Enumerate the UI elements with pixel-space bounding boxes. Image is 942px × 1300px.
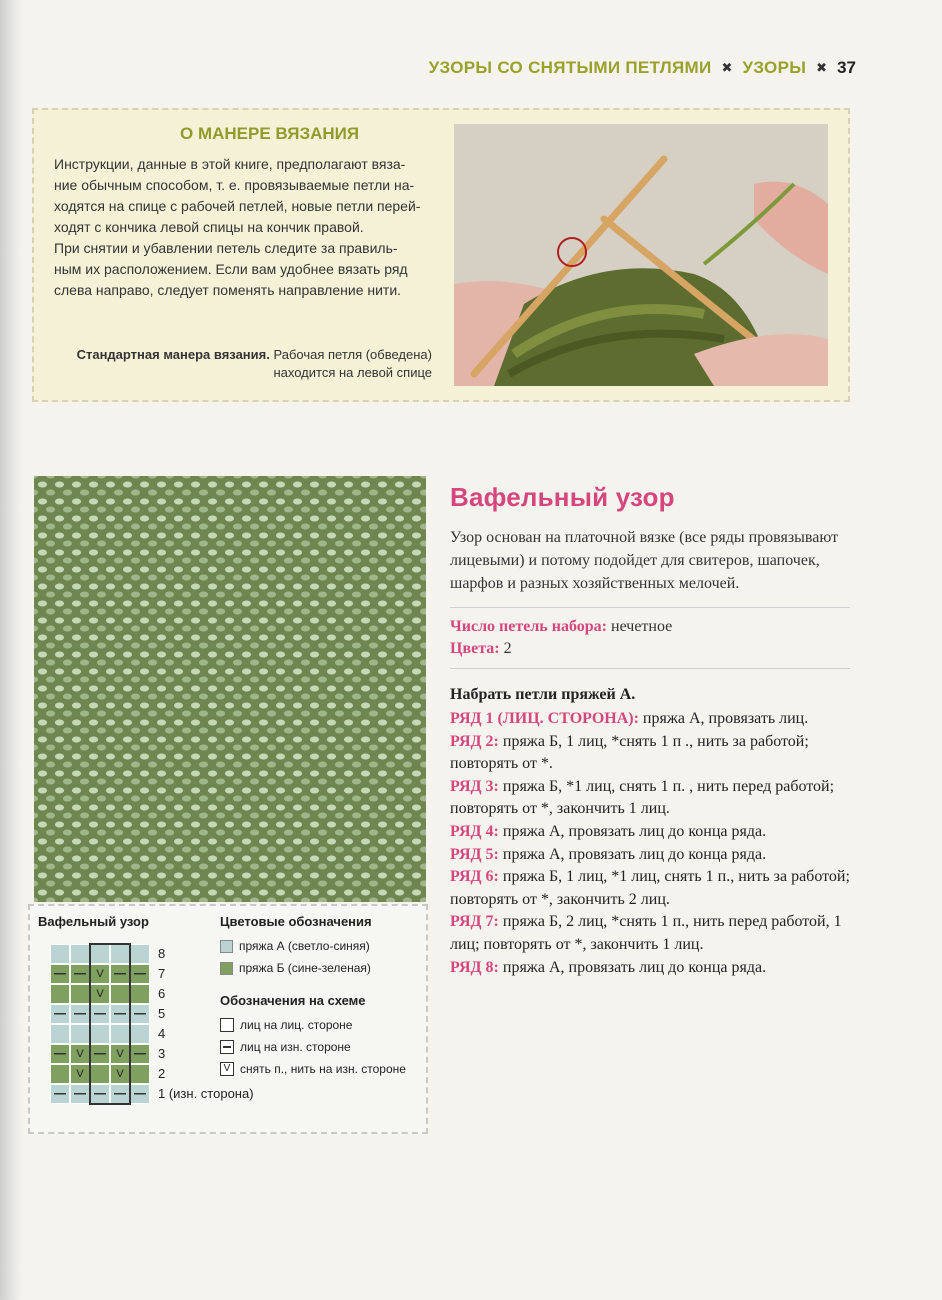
chart-cell <box>130 1064 150 1084</box>
chart-cell <box>70 1004 90 1024</box>
chart-row-number: 3 <box>158 1046 166 1061</box>
chart-box <box>28 904 428 1134</box>
row-instruction <box>450 708 852 731</box>
legend-knit <box>220 1014 425 1036</box>
chart-cell <box>70 944 90 964</box>
manner-line: ние обычным способом, т. е. провязываемые петли на- <box>54 177 415 193</box>
manner-title: О МАНЕРЕ ВЯЗАНИЯ <box>180 124 360 143</box>
sym-purl-label: лиц на изн. стороне <box>240 1040 351 1054</box>
chart-cell: V <box>90 964 110 984</box>
chart-legend <box>220 914 425 1080</box>
row-text: пряжа А, провязать лиц до конца ряда. <box>502 845 767 863</box>
chart-cell <box>50 1064 70 1084</box>
color-b-label: пряжа Б (сине-зеленая) <box>239 961 371 975</box>
manner-line: ным их расположением. Если вам удобнее вязать ряд <box>54 261 408 277</box>
stitch-count-value: нечетное <box>611 618 673 635</box>
row-instruction <box>450 821 852 844</box>
row-text: пряжа Б, 1 лиц, *снять 1 п ., нить за работой; повторять от *. <box>450 732 809 773</box>
row-instruction <box>450 776 852 821</box>
row-label: РЯД 2: <box>450 732 499 750</box>
chart-row-number: 6 <box>158 986 166 1001</box>
divider <box>450 668 850 669</box>
chart-cell <box>70 1084 90 1104</box>
chart-row-number: 5 <box>158 1006 166 1021</box>
colors-count <box>450 638 512 660</box>
header-separator: ✖ <box>721 60 733 75</box>
slip-v-icon: V <box>220 1062 234 1076</box>
chart-cell <box>50 984 70 1004</box>
cast-on-instruction: Набрать петли пряжей А. <box>450 686 636 703</box>
chart-cell: V <box>70 1044 90 1064</box>
chart-row-number: 8 <box>158 946 166 961</box>
row-text: пряжа А, провязать лиц. <box>642 710 809 727</box>
chart-cell <box>50 1044 70 1064</box>
sym-slip-label: снять п., нить на изн. стороне <box>240 1062 406 1076</box>
legend-colors-title: Цветовые обозначения <box>220 914 372 929</box>
row-text: пряжа Б, 1 лиц, *1 лиц, снять 1 п., нить за работой; повторять от *, закончить 2 лиц. <box>450 868 850 908</box>
row-label: РЯД 3: <box>450 777 499 795</box>
repeat-frame <box>89 943 131 1105</box>
page-number: 37 <box>837 58 856 77</box>
chart-cell <box>50 1024 70 1044</box>
manner-text <box>54 154 454 301</box>
color-a-label: пряжа А (светло-синяя) <box>239 939 370 953</box>
chart-cell: V <box>110 1044 130 1064</box>
colors-label: Цвета: <box>450 640 500 657</box>
row-instruction <box>450 957 852 980</box>
chart-cell <box>70 984 90 1004</box>
chart-cell <box>50 964 70 984</box>
chart-cell <box>70 964 90 984</box>
row-instruction <box>450 731 852 776</box>
sym-knit-label: лиц на лиц. стороне <box>240 1018 353 1032</box>
manner-info-box <box>32 108 850 402</box>
row-instructions <box>450 708 852 979</box>
chart-row-number: 2 <box>158 1066 166 1081</box>
row-label: РЯД 8: <box>450 958 499 976</box>
manner-line: ходятся на спице с рабочей петлей, новые петли перей- <box>54 198 421 214</box>
book-spine-shadow <box>0 0 22 1300</box>
chart-cell <box>130 1004 150 1024</box>
row-text: пряжа Б, *1 лиц, снять 1 п. , нить перед работой; повторять от *, закончить 1 лиц. <box>450 777 835 818</box>
dash-square-icon <box>220 1040 234 1054</box>
stitch-count-label: Число петель набора: <box>450 618 607 635</box>
row-instruction <box>450 911 852 956</box>
row-text: пряжа А, провязать лиц до конца ряда. <box>502 958 767 976</box>
photo-caption <box>72 346 432 382</box>
row-instruction <box>450 866 852 911</box>
header-separator-2: ✖ <box>816 60 828 75</box>
chart-cell <box>50 944 70 964</box>
color-a-swatch <box>220 940 233 953</box>
row-label: РЯД 5: <box>450 845 499 863</box>
chart-cell <box>50 1004 70 1024</box>
chart-cell <box>130 944 150 964</box>
chart-cell <box>50 1084 70 1104</box>
chart-row-number: 1 (изн. сторона) <box>158 1086 254 1101</box>
knitting-photo-illustration <box>454 124 828 386</box>
chart-cell: V <box>90 984 110 1004</box>
caption-text-2: находится на левой спице <box>273 365 432 380</box>
manner-line: ходят с кончика левой спицы на кончик правой. <box>54 219 364 235</box>
legend-slip <box>220 1058 425 1080</box>
pattern-title: Вафельный узор <box>450 482 675 512</box>
knitted-swatch-photo <box>34 476 426 902</box>
divider <box>450 607 850 608</box>
chart-cell <box>130 1084 150 1104</box>
row-label: РЯД 1 (ЛИЦ. СТОРОНА): <box>450 710 639 727</box>
legend-color-a <box>220 935 425 957</box>
legend-symbols-title: Обозначения на схеме <box>220 993 366 1008</box>
chart-cell <box>130 984 150 1004</box>
chart-title: Вафельный узор <box>38 914 149 929</box>
chart-row-number: 4 <box>158 1026 166 1041</box>
chart-cell <box>130 964 150 984</box>
legend-color-b <box>220 957 425 979</box>
chart-cell <box>130 1044 150 1064</box>
manner-line: При снятии и убавлении петель следите за правиль- <box>54 240 398 256</box>
color-b-swatch <box>220 962 233 975</box>
colors-value: 2 <box>503 640 512 657</box>
header-section-title: УЗОРЫ СО СНЯТЫМИ ПЕТЛЯМИ <box>428 58 712 77</box>
chart-cell: V <box>110 1064 130 1084</box>
chart-cell <box>70 1024 90 1044</box>
chart-cell: V <box>70 1064 90 1084</box>
chart-cell <box>130 1024 150 1044</box>
pattern-intro: Узор основан на платочной вязке (все ряды провязывают лицевыми) и потому подойдет для свитеров, шапочек, шарфов и разных хозяйственных мелочей. <box>450 529 839 592</box>
row-instruction <box>450 844 852 867</box>
chart-row-number: 7 <box>158 966 166 981</box>
manner-line: слева направо, следует поменять направление нити. <box>54 282 402 298</box>
header-chapter-title: УЗОРЫ <box>742 58 807 77</box>
row-label: РЯД 6: <box>450 868 499 886</box>
manner-line: Инструкции, данные в этой книге, предполагают вяза- <box>54 156 406 172</box>
caption-bold: Стандартная манера вязания. <box>76 347 270 362</box>
page-header <box>429 58 856 78</box>
row-text: пряжа А, провязать лиц до конца ряда. <box>502 822 767 840</box>
empty-square-icon <box>220 1018 234 1032</box>
row-label: РЯД 7: <box>450 913 499 931</box>
row-text: пряжа Б, 2 лиц, *снять 1 п., нить перед работой, 1 лиц; повторять от *, закончить 1 лиц. <box>450 913 842 953</box>
legend-purl <box>220 1036 425 1058</box>
knitting-photo <box>454 124 828 386</box>
stitch-count <box>450 616 672 638</box>
caption-text-1: Рабочая петля (обведена) <box>273 347 432 362</box>
row-label: РЯД 4: <box>450 822 499 840</box>
